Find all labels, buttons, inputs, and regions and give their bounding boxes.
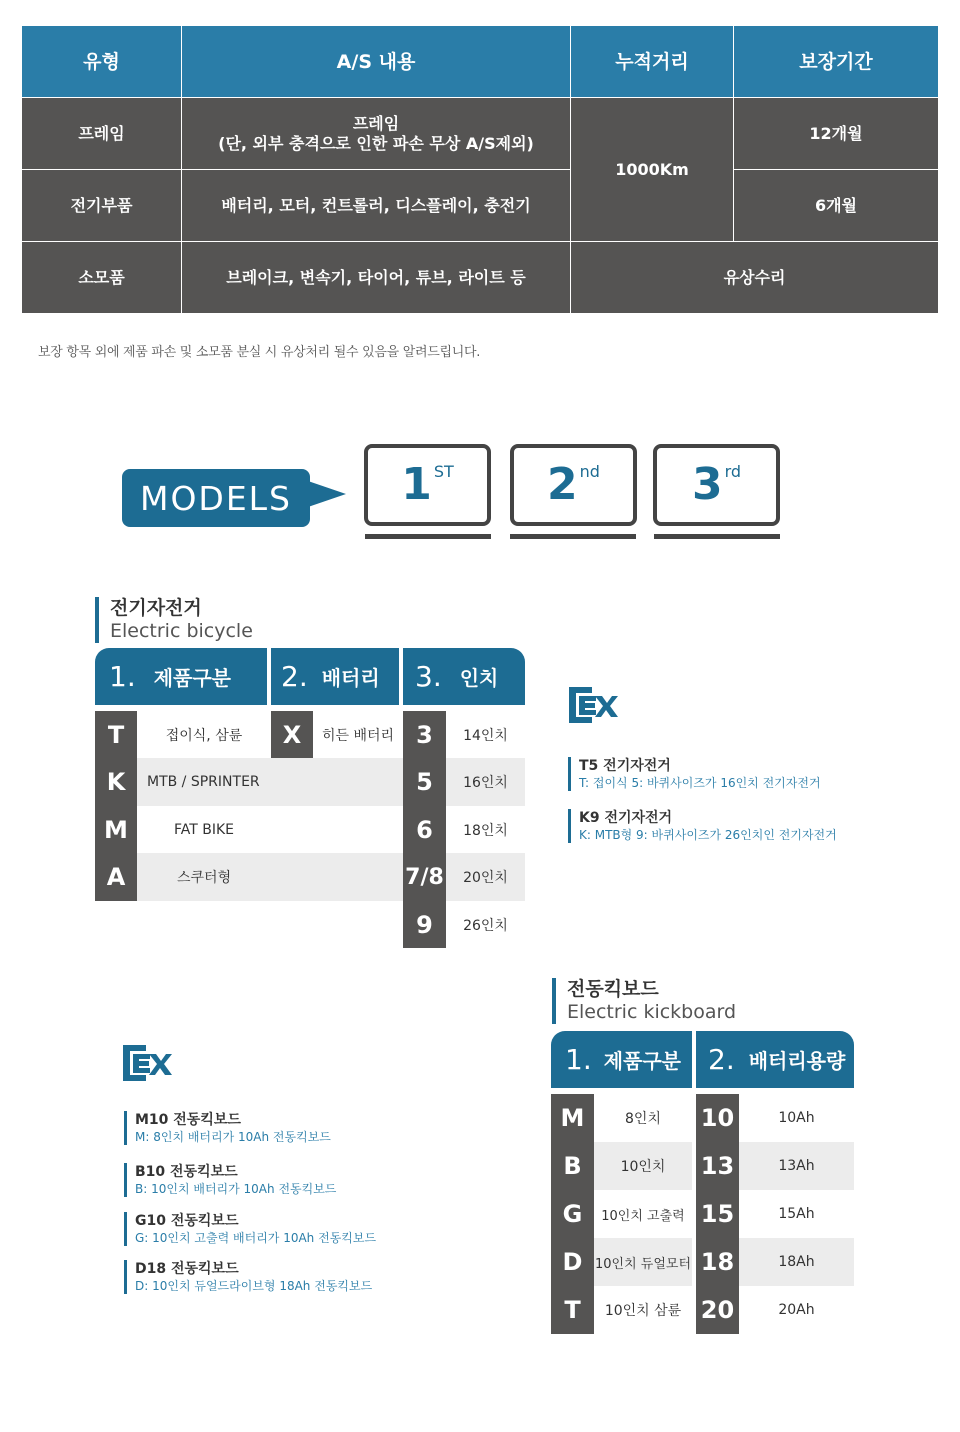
bicycle-example-k9: [568, 809, 837, 843]
row-electric-period: 6개월: [734, 170, 938, 241]
kickboard-capacity-code-18: 18: [700, 1248, 735, 1276]
kickboard-type-code-M: M: [560, 1104, 585, 1132]
kickboard-header-capacity-num: 2.: [708, 1043, 735, 1076]
bicycle-example-k9-desc: K: MTB형 9: 바퀴사이즈가 26인치인 전기자전거: [579, 828, 837, 842]
row-frame-content: [182, 98, 570, 169]
bicycle-type-label-K-text: MTB / SPRINTER: [147, 774, 260, 790]
tab-model-2nd[interactable]: [510, 444, 637, 526]
bicycle-header-battery-num: 2.: [281, 660, 308, 693]
kickboard-header-type: [551, 1031, 692, 1088]
bicycle-inch-label-14: 14인치: [463, 727, 508, 744]
kickboard-example-b10-desc: B: 10인치 배터리가 10Ah 전동킥보드: [135, 1182, 337, 1196]
kickboard-example-d18: [124, 1260, 372, 1294]
tab-1-suffix: ST: [433, 462, 454, 481]
kickboard-capacity-label-15: 15Ah: [778, 1206, 815, 1222]
tab-model-3rd[interactable]: [653, 444, 780, 526]
bicycle-battery-label: 히든 배터리: [321, 727, 395, 744]
kickboard-capacity-code-10: 10: [700, 1104, 735, 1132]
bicycle-header-inch: [403, 648, 525, 705]
kickboard-capacity-code-20: 20: [700, 1296, 735, 1324]
kickboard-example-m10-name: M10 전동킥보드: [135, 1112, 241, 1128]
kickboard-example-d18-name: D18 전동킥보드: [135, 1261, 239, 1277]
kickboard-type-code-B: B: [563, 1152, 582, 1180]
tab-2-underline: [510, 534, 636, 539]
tab-2-suffix: nd: [579, 462, 600, 481]
kickboard-section-title: [552, 978, 736, 1024]
bicycle-example-t5-desc: T: 접이식 5: 바퀴사이즈가 16인치 전기자전거: [579, 776, 821, 790]
warranty-table: [22, 26, 938, 313]
warranty-note: 보장 항목 외에 제품 파손 및 소모품 분실 시 유상처리 될수 있음을 알려드립니다.: [38, 345, 481, 360]
tab-3-suffix: rd: [724, 462, 742, 481]
bicycle-inch-label-18: 18인치: [463, 822, 508, 839]
kickboard-example-d18-desc: D: 10인치 듀얼드라이브형 18Ah 전동킥보드: [135, 1279, 373, 1293]
bicycle-title-en: Electric bicycle: [110, 620, 253, 642]
kickboard-capacity-label-10: 10Ah: [778, 1110, 815, 1126]
kickboard-type-code-T: T: [564, 1296, 581, 1324]
bicycle-inch-code-9: 9: [416, 910, 433, 939]
row-frame-type: 프레임: [22, 98, 181, 169]
kickboard-type-label-G: 10인치 고출력: [601, 1208, 685, 1224]
kickboard-example-b10-name: B10 전동킥보드: [135, 1164, 238, 1180]
row-consumable-content: 브레이크, 변속기, 타이어, 튜브, 라이트 등: [182, 242, 570, 313]
bicycle-inch-label-16: 16인치: [446, 758, 525, 806]
models-arrow-icon: [308, 481, 346, 507]
bicycle-header-inch-label: 인치: [459, 666, 499, 690]
kickboard-example-g10-desc: G: 10인치 고출력 배터리가 10Ah 전동킥보드: [135, 1231, 377, 1245]
bicycle-type-code-T: T: [107, 720, 125, 749]
bicycle-header-type: [95, 648, 267, 705]
kickboard-type-code-D: D: [562, 1248, 583, 1276]
row-consumable-paid: 유상수리: [571, 242, 938, 313]
tab-2-number: 2: [547, 459, 578, 510]
kickboard-title-en: Electric kickboard: [567, 1001, 737, 1023]
row-electric-content: 배터리, 모터, 컨트롤러, 디스플레이, 충전기: [182, 170, 570, 241]
kickboard-example-b10: [124, 1163, 336, 1197]
kickboard-example-g10: [124, 1212, 376, 1246]
kickboard-capacity-code-15: 15: [700, 1200, 735, 1228]
bicycle-example-k9-name: K9 전기자전거: [579, 810, 673, 826]
bicycle-type-label-T: 접이식, 삼륜: [165, 727, 243, 744]
bicycle-type-label-A: [137, 853, 403, 901]
kickboard-example-m10-desc: M: 8인치 배터리가 10Ah 전동킥보드: [135, 1130, 331, 1144]
kickboard-example-m10: [124, 1111, 331, 1145]
kickboard-header-capacity-label: 배터리용량: [748, 1049, 846, 1073]
kickboard-type-label-B: 10인치: [594, 1142, 692, 1190]
row-frame-content-line2: (단, 외부 충격으로 인한 파손 무상 A/S제외): [218, 133, 534, 153]
bicycle-inch-code-5: 5: [416, 768, 433, 796]
header-type: 유형: [22, 26, 181, 97]
bicycle-example-t5-name: T5 전기자전거: [579, 758, 671, 774]
header-content: A/S 내용: [182, 26, 570, 97]
kickboard-type-code-G: G: [562, 1200, 583, 1228]
bicycle-title-ko: 전기자전거: [110, 597, 202, 619]
bicycle-header-type-label: 제품구분: [153, 666, 231, 690]
row-consumable-type: 소모품: [22, 242, 181, 313]
kickboard-header-type-num: 1.: [565, 1043, 592, 1076]
kickboard-capacity-label-20: 20Ah: [778, 1302, 815, 1318]
bicycle-header-type-num: 1.: [109, 660, 136, 693]
tab-1-underline: [365, 534, 491, 539]
models-label: MODELS: [122, 469, 310, 527]
bicycle-header-inch-num: 3.: [415, 660, 442, 693]
row-frame-content-line1: 프레임: [352, 113, 400, 133]
bicycle-header-battery-label: 배터리: [321, 666, 380, 690]
kickboard-type-label-T: 10인치 삼륜: [604, 1303, 682, 1319]
row-electric-type: 전기부품: [22, 170, 181, 241]
kickboard-header-type-label: 제품구분: [603, 1049, 681, 1073]
header-distance: 누적거리: [571, 26, 733, 97]
bicycle-inch-code-78: 7/8: [405, 864, 444, 890]
bicycle-type-code-K: K: [106, 768, 126, 796]
ex-logo-icon: [120, 1042, 172, 1084]
bicycle-inch-code-6: 6: [416, 815, 433, 844]
bicycle-inch-label-26: 26인치: [463, 917, 508, 934]
bicycle-type-code-A: A: [106, 863, 126, 891]
bicycle-type-label-A-text: 스쿠터형: [177, 870, 232, 886]
bicycle-type-code-M: M: [104, 815, 128, 844]
kickboard-type-label-M: 8인치: [625, 1111, 661, 1127]
bicycle-type-label-M: FAT BIKE: [173, 821, 235, 838]
row-frame-period: 12개월: [734, 98, 938, 169]
tab-3-number: 3: [691, 459, 723, 510]
tab-1-number: 1: [401, 459, 432, 510]
bicycle-type-label-K: [137, 758, 403, 806]
kickboard-type-label-D: 10인치 듀얼모터: [594, 1238, 692, 1286]
kickboard-capacity-label-18: 18Ah: [739, 1238, 854, 1286]
ex-logo-icon: [566, 684, 618, 726]
kickboard-capacity-code-13: 13: [700, 1152, 735, 1180]
kickboard-header-capacity: [696, 1031, 854, 1088]
kickboard-example-g10-name: G10 전동킥보드: [135, 1213, 239, 1229]
bicycle-example-t5: [568, 757, 821, 791]
bicycle-header-battery: [271, 648, 399, 705]
bicycle-inch-code-3: 3: [416, 720, 433, 749]
kickboard-title-ko: 전동킥보드: [567, 978, 659, 1000]
distance-value: 1000Km: [571, 98, 733, 241]
kickboard-capacity-label-13: 13Ah: [739, 1142, 854, 1190]
header-period: 보장기간: [734, 26, 938, 97]
tab-model-1st[interactable]: [364, 444, 491, 526]
tab-3-underline: [654, 534, 780, 539]
bicycle-inch-label-20: 20인치: [446, 853, 525, 901]
bicycle-section-title: [95, 597, 253, 643]
bicycle-battery-code-X: X: [271, 711, 313, 758]
